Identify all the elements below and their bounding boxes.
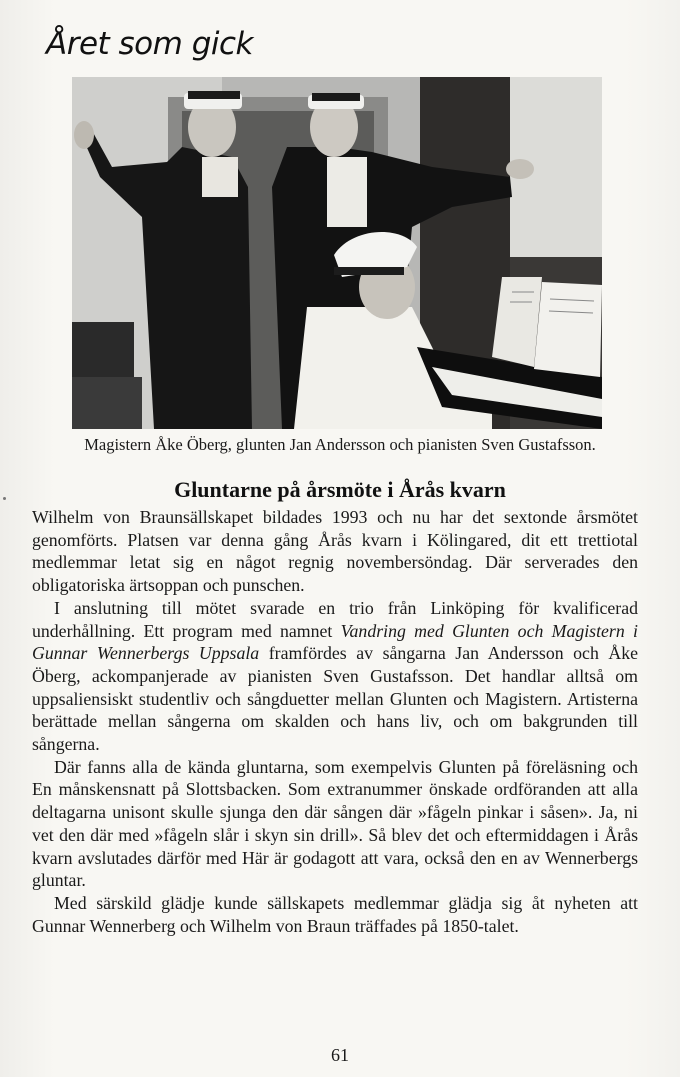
- program-title: Vandring med Glunten och Magistern i Gunnar Wennerbergs Uppsala: [32, 620, 638, 664]
- photo-caption: Magistern Åke Öberg, glunten Jan Andersson och pianisten Sven Gustafsson.: [84, 435, 596, 454]
- paragraph-2-text-a: I anslutning till mötet svarade en trio från Linköping för kvalificerad underhållning. Ett program med namnet: [32, 597, 638, 641]
- paragraph-1: Wilhelm von Braunsällskapet bildades 1993 och nu har det sextonde årsmötet genomförts. Platsen var denna gång Årås kvarn i Kölingared, dit ett trettiotal medlemmar letat sig en något regnig novembersöndag. Där serverades den obligatoriska ärtsoppan och punschen.: [32, 507, 638, 596]
- paragraph-2: [32, 597, 638, 756]
- article-body: [32, 506, 638, 937]
- article-title: Gluntarne på årsmöte i Årås kvarn: [174, 477, 506, 502]
- paragraph-3: Där fanns alla de kända gluntarna, som exempelvis Glunten på föreläsning och En månskensnatt på Slottsbacken. Som extranummer önskade ordföranden att alla deltagarna unisont skulle sjunga den där sången där »fågeln pinkar i såsen». Ja, ni vet den där med »fågeln slår i skyn sin drill». Så blev det och eftermiddagen i Årås kvarn avslutades därför med Här är godagott att vara, också den en av Wennerbergs gluntar.: [32, 756, 638, 891]
- scan-artifact: [3, 497, 6, 500]
- section-header: Året som gick: [46, 26, 253, 62]
- paragraph-2-text-b: framfördes av sångarna Jan Andersson och Åke Öberg, ackompanjerade av pianisten Sven Gustafsson. Det handlar alltså om uppsaliensiskt studentliv och sångduetter mellan Glunten och Magistern. Artisterna berättade mellan sångerna om skalden och hans liv, och om bakgrunden till sångerna.: [32, 643, 638, 755]
- performers-photo: [72, 77, 602, 429]
- page-number: 61: [331, 1045, 349, 1065]
- paragraph-4: Med särskild glädje kunde sällskapets medlemmar glädja sig åt nyheten att Gunnar Wennerberg och Wilhelm von Braun träffades på 1850-talet.: [32, 892, 638, 936]
